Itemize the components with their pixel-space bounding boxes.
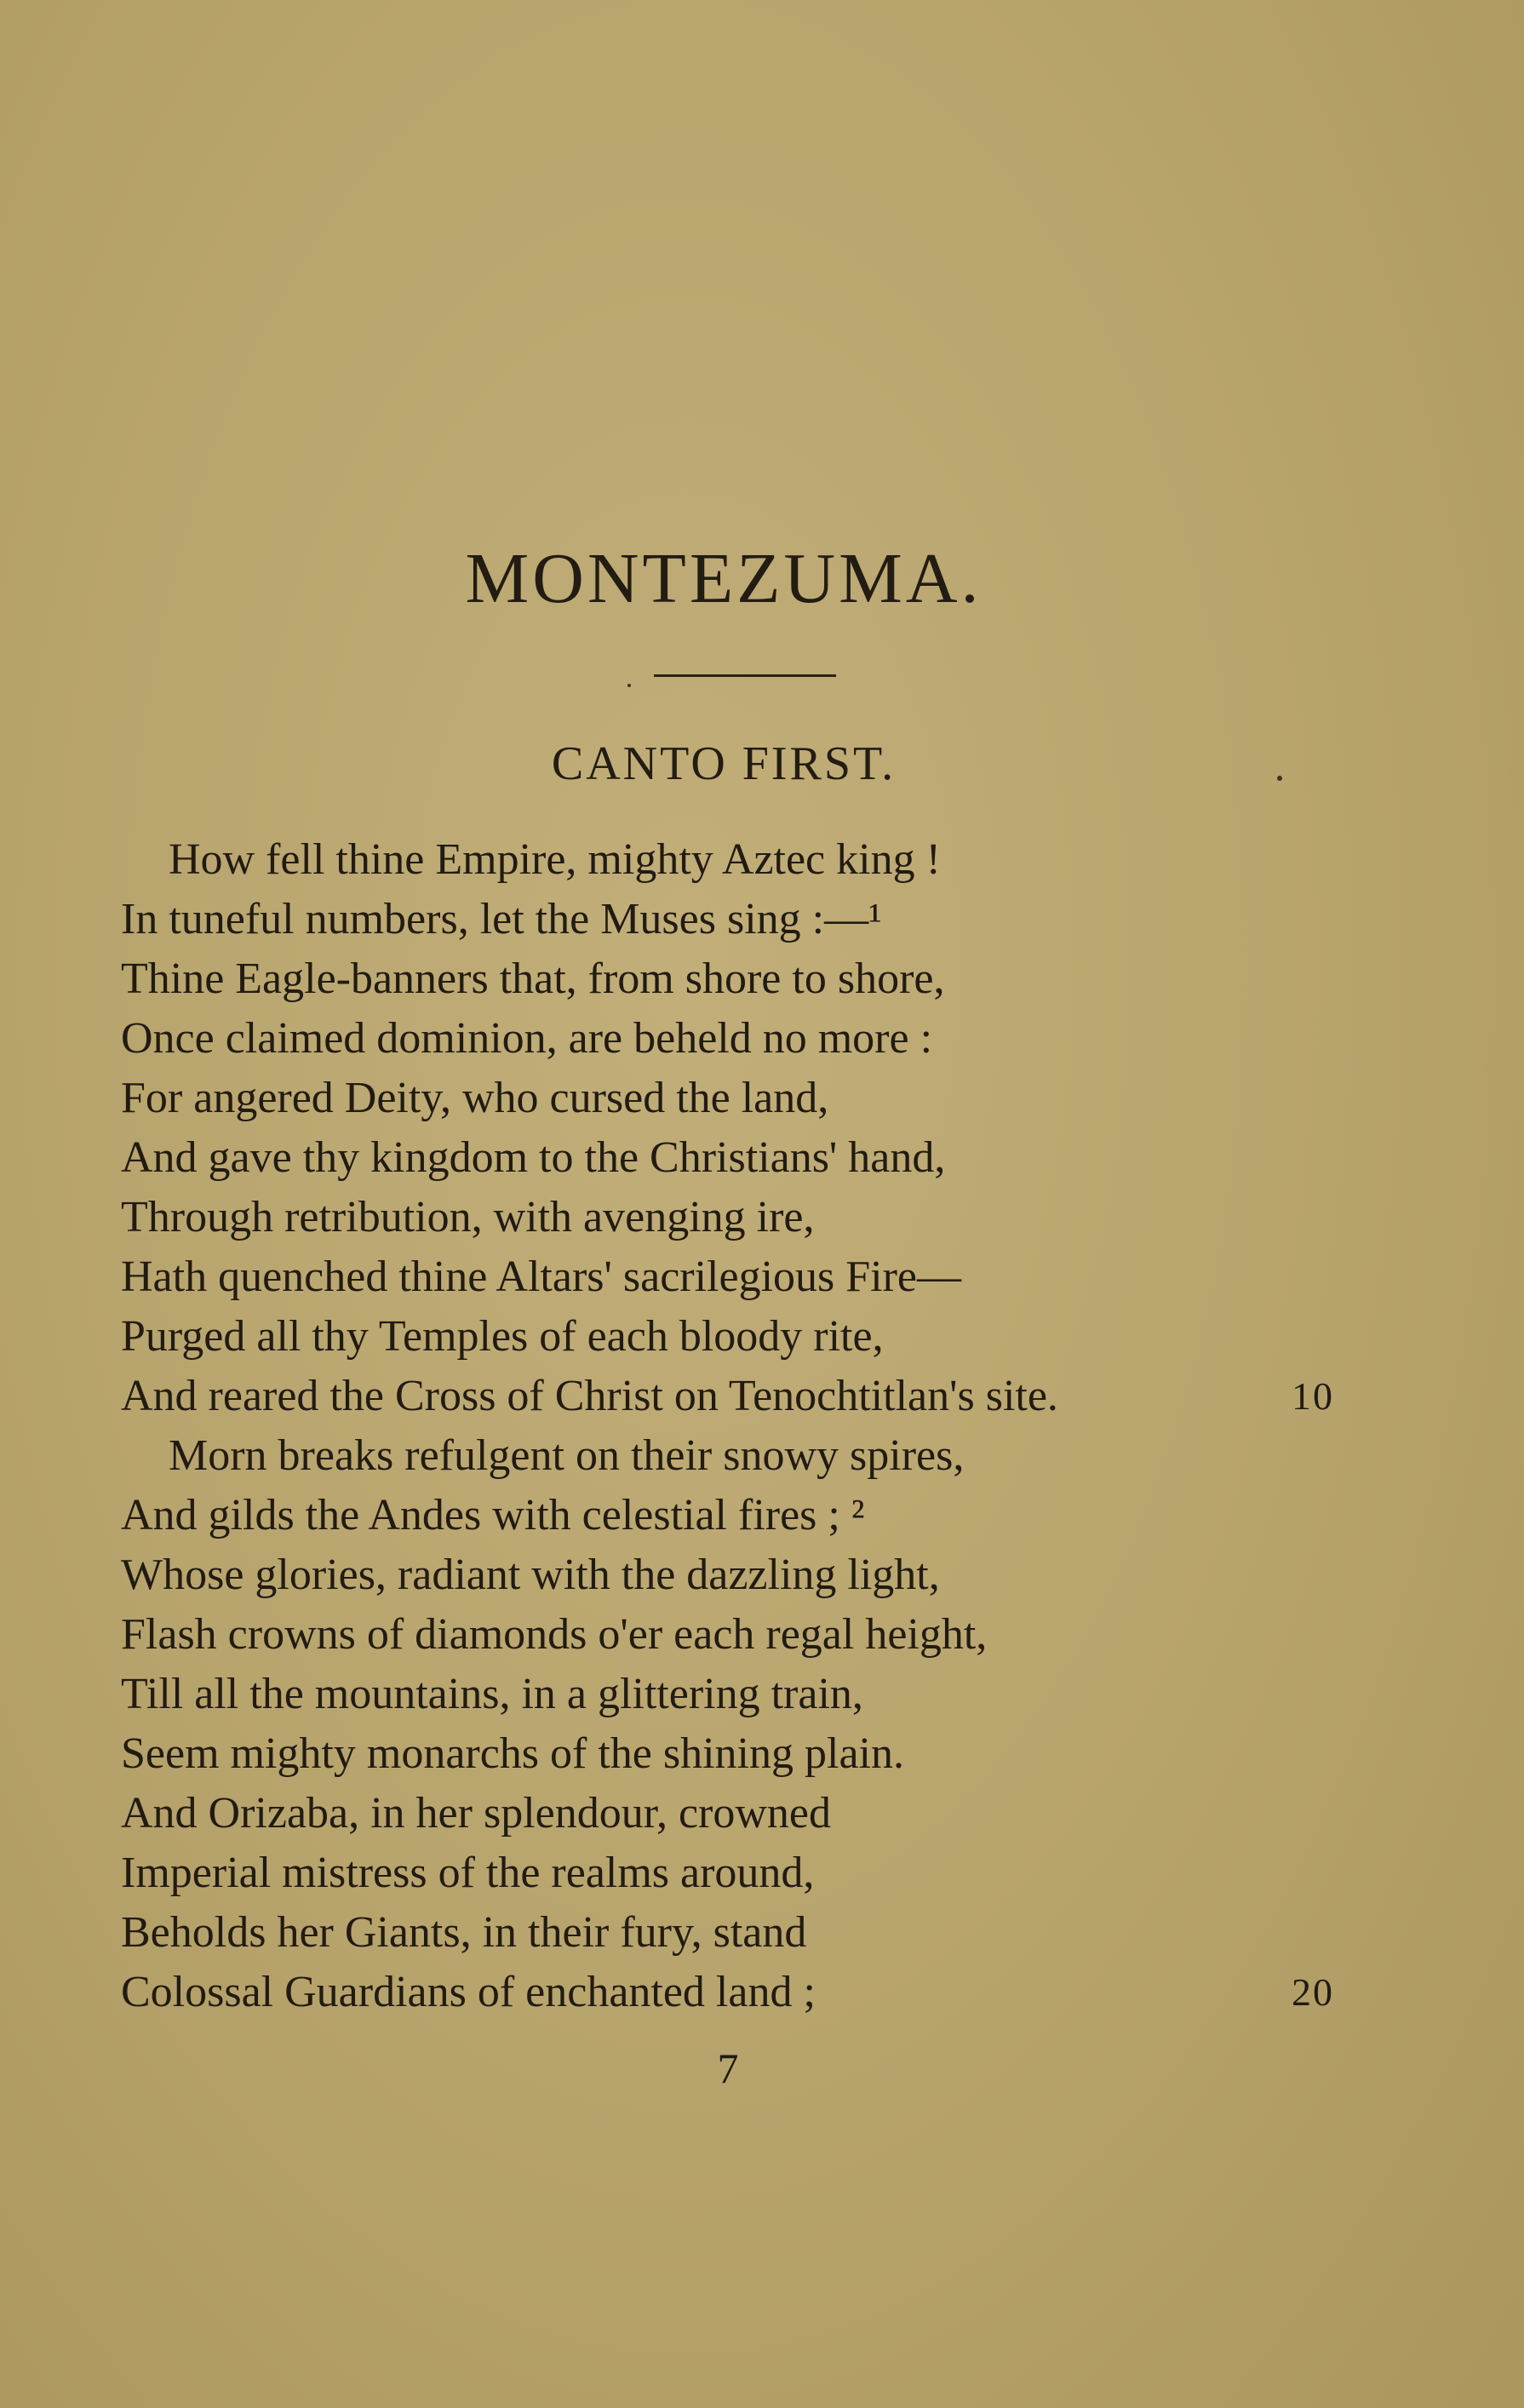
poem-line [121, 949, 1364, 1009]
poem-line [121, 1069, 1364, 1128]
poem-line [121, 1247, 1364, 1307]
poem-line [121, 1784, 1364, 1843]
poem-line-text: And reared the Cross of Christ on Tenochtitlan's site. [121, 1372, 1058, 1420]
title-divider [654, 674, 836, 677]
poem-line [121, 1665, 1364, 1724]
poem-line-text: Seem mighty monarchs of the shining plain. [121, 1729, 904, 1778]
line-number: 20 [1292, 1970, 1334, 2014]
poem-line-text: And gilds the Andes with celestial fires ; ² [121, 1491, 865, 1539]
poem-line-text: Imperial mistress of the realms around, [121, 1849, 815, 1897]
poem-line-text: Till all the mountains, in a glittering train, [121, 1670, 863, 1718]
canto-heading: CANTO FIRST. [551, 737, 897, 790]
ink-speck [1277, 776, 1282, 781]
poem-line-text: Morn breaks refulgent on their snowy spires, [169, 1431, 965, 1480]
page-title: MONTEZUMA. [465, 539, 983, 618]
poem-line [121, 1843, 1364, 1903]
poem-line [121, 1307, 1364, 1367]
poem-body [121, 830, 1364, 2022]
poem-line [121, 1545, 1364, 1605]
poem-line-text: Whose glories, radiant with the dazzling light, [121, 1551, 940, 1599]
poem-line-text: Through retribution, with avenging ire, [121, 1193, 815, 1241]
poem-line [121, 890, 1364, 949]
page-number: 7 [717, 2044, 739, 2092]
poem-line [121, 1486, 1364, 1545]
poem-line [121, 1605, 1364, 1665]
ink-speck [627, 684, 631, 687]
poem-line [121, 1963, 1364, 2022]
poem-line [121, 1724, 1364, 1784]
poem-line [121, 1367, 1364, 1426]
poem-line-text: How fell thine Empire, mighty Aztec king ! [169, 835, 941, 884]
poem-line-text: For angered Deity, who cursed the land, [121, 1074, 829, 1122]
poem-line-text: In tuneful numbers, let the Muses sing :—¹ [121, 895, 882, 943]
line-number: 10 [1292, 1374, 1334, 1418]
poem-line-text: Once claimed dominion, are beheld no more : [121, 1014, 933, 1063]
poem-line [121, 830, 1364, 890]
poem-line [121, 1903, 1364, 1963]
poem-line-text: Hath quenched thine Altars' sacrilegious Fire— [121, 1253, 962, 1301]
poem-line [121, 1188, 1364, 1247]
poem-line-text: And Orizaba, in her splendour, crowned [121, 1789, 831, 1838]
poem-line-text: Purged all thy Temples of each bloody rite, [121, 1312, 884, 1361]
poem-line-text: And gave thy kingdom to the Christians' hand, [121, 1133, 946, 1182]
poem-line-text: Flash crowns of diamonds o'er each regal height, [121, 1610, 988, 1659]
poem-line [121, 1009, 1364, 1069]
poem-line-text: Beholds her Giants, in their fury, stand [121, 1908, 807, 1957]
poem-line [121, 1128, 1364, 1188]
poem-line-text: Colossal Guardians of enchanted land ; [121, 1968, 816, 2016]
poem-line-text: Thine Eagle-banners that, from shore to shore, [121, 955, 945, 1003]
poem-line [121, 1426, 1364, 1486]
